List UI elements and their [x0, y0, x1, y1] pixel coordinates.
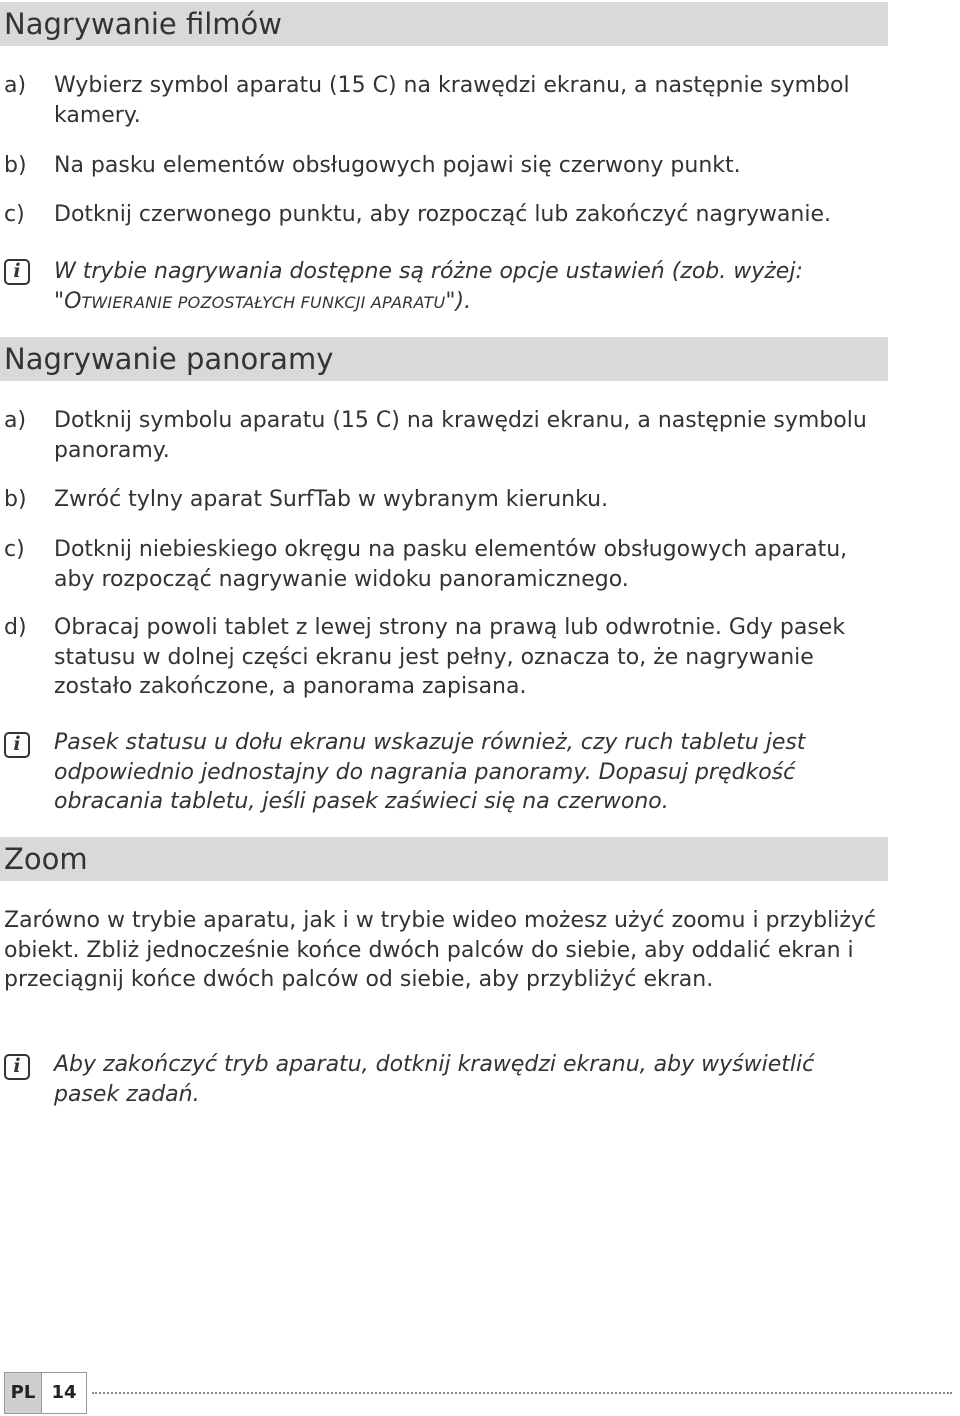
info-note: [0, 257, 900, 317]
step-text: Wybierz symbol aparatu (15 C) na krawędzi ekranu, a następnie symbol kamery.: [54, 73, 850, 128]
language-code: PL: [5, 1373, 41, 1413]
info-note: [0, 1050, 900, 1110]
section-heading-panorama: [0, 337, 888, 381]
step-text: Dotknij czerwonego punktu, aby rozpocząć lub zakończyć nagrywanie.: [54, 202, 831, 227]
info-icon: i: [4, 259, 30, 285]
step-text: Dotknij niebieskiego okręgu na pasku elementów obsługowych aparatu, aby rozpocząć nagrywanie widoku panoramicznego.: [54, 537, 848, 592]
section-heading-zoom: [0, 837, 888, 881]
step-label: d): [4, 615, 27, 640]
info-note: [0, 728, 900, 818]
step-label: c): [4, 202, 25, 227]
section-heading-video: [0, 2, 888, 46]
step-label: a): [4, 408, 27, 433]
step-label: c): [4, 537, 25, 562]
step-label: b): [4, 153, 27, 178]
step-item: [0, 613, 900, 703]
page-number: 14: [41, 1373, 86, 1413]
step-item: [0, 151, 900, 181]
note-text: Pasek statusu u dołu ekranu wskazuje również, czy ruch tabletu jest odpowiednio jednostajny do nagrania panoramy. Dopasuj prędkość obracania tabletu, jeśli pasek zaświeci się na czerwono.: [54, 730, 806, 814]
step-label: b): [4, 487, 27, 512]
page-footer: [4, 1372, 87, 1414]
step-text: Na pasku elementów obsługowych pojawi się czerwony punkt.: [54, 153, 741, 178]
step-label: a): [4, 73, 27, 98]
footer-dotted-rule: [92, 1392, 952, 1394]
section-title: Nagrywanie filmów: [4, 7, 282, 41]
info-icon: i: [4, 1054, 30, 1080]
step-item: [0, 200, 900, 230]
step-item: [0, 406, 900, 466]
zoom-paragraph: Zarówno w trybie aparatu, jak i w trybie wideo możesz użyć zoomu i przybliżyć obiekt. Zbliż jednocześnie końce dwóch palców do siebie, aby oddalić ekran i przeciągnij końce dwóch palców od siebie, aby przybliżyć ekran.: [4, 908, 876, 992]
step-item: [0, 485, 900, 515]
info-icon: i: [4, 732, 30, 758]
step-text: Zwróć tylny aparat SurfTab w wybranym kierunku.: [54, 487, 609, 512]
step-text: Obracaj powoli tablet z lewej strony na prawą lub odwrotnie. Gdy pasek statusu w dolnej części ekranu jest pełny, oznacza to, że nagrywanie zostało zakończone, a panorama zapisana.: [54, 615, 846, 699]
note-text: Aby zakończyć tryb aparatu, dotknij krawędzi ekranu, aby wyświetlić pasek zadań.: [54, 1052, 815, 1107]
step-item: [0, 71, 900, 131]
section-title: Zoom: [4, 842, 88, 876]
note-text: W trybie nagrywania dostępne są różne opcje ustawień (zob. wyżej: "OTWIERANIE POZOSTAŁYCH FUNKCJI APARATU").: [54, 259, 803, 314]
section-title: Nagrywanie panoramy: [4, 342, 334, 376]
step-item: [0, 535, 900, 595]
step-text: Dotknij symbolu aparatu (15 C) na krawędzi ekranu, a następnie symbolu panoramy.: [54, 408, 867, 463]
